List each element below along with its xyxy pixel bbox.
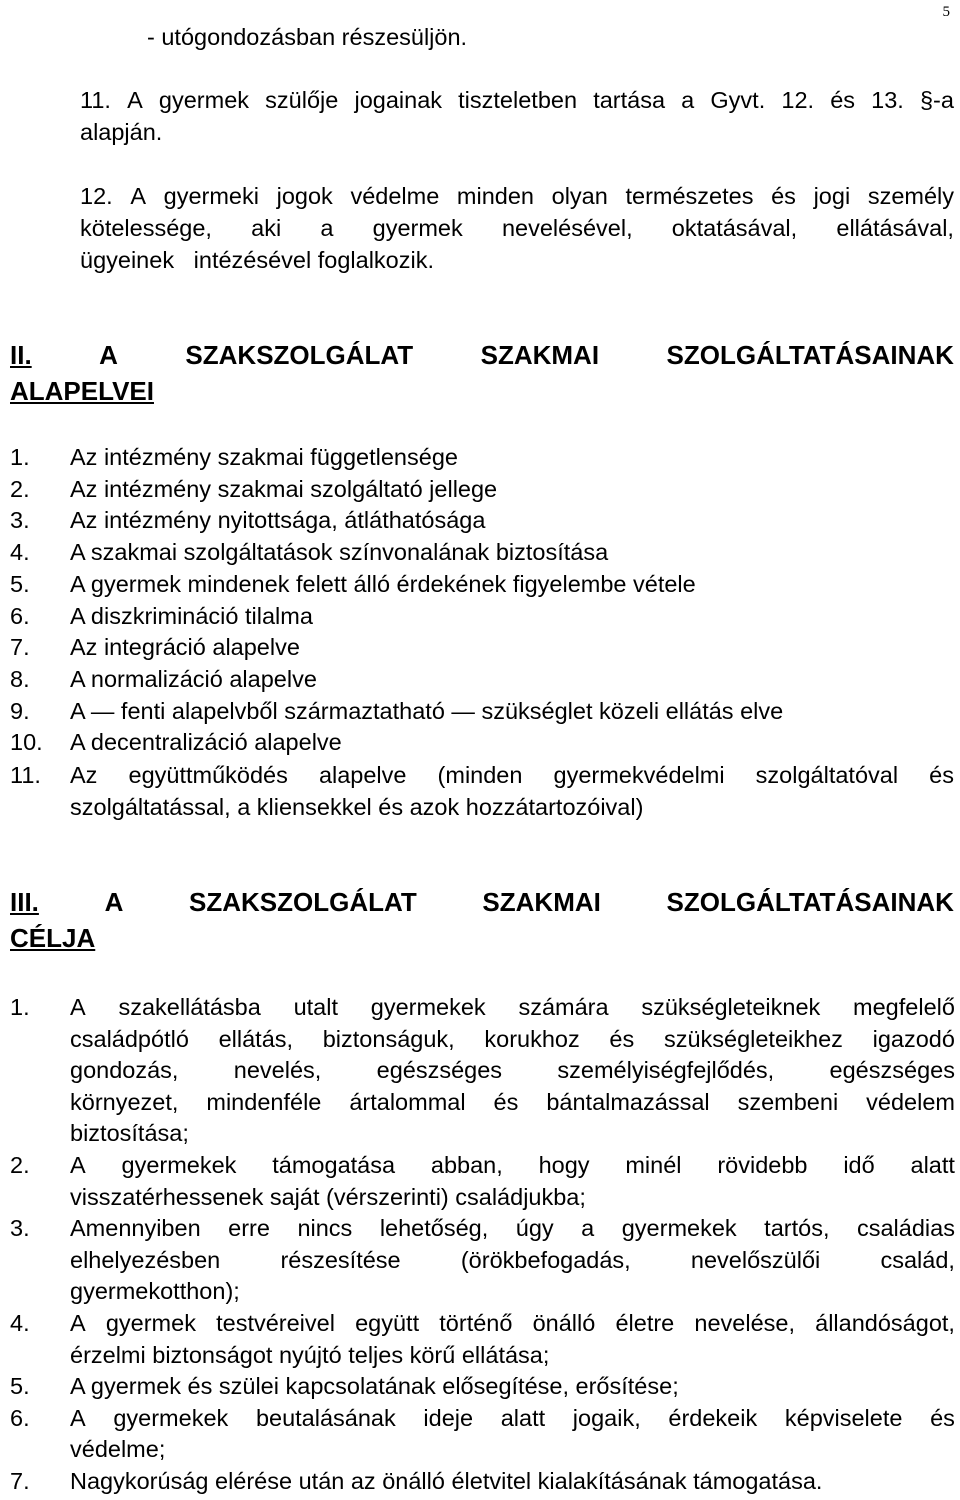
word: gyermek: [372, 215, 463, 241]
intro-continuation-line: - utógondozásban részesüljön.: [147, 24, 468, 50]
word: minél: [625, 1151, 682, 1178]
principle-text: A diszkrimináció tilalma: [70, 602, 313, 629]
word: életre: [615, 1309, 675, 1336]
word: elhelyezésben: [70, 1246, 221, 1273]
word: nevelésével,: [501, 215, 633, 241]
word: alatt: [500, 1404, 546, 1431]
word: szakellátásba: [118, 994, 261, 1020]
goal-line: [70, 992, 955, 1024]
principle-11-line-2: szolgáltatással, a kliensekkel és azok hozzátartozóival): [70, 794, 644, 820]
word: gyermek: [158, 87, 250, 113]
word: a: [581, 1215, 595, 1242]
word: jogainak: [354, 87, 443, 113]
goal-line: [70, 1213, 955, 1245]
goal-item: [10, 1213, 955, 1308]
goal-number: 6.: [10, 1404, 30, 1431]
principle-number: 3.: [10, 507, 30, 534]
word: Az: [70, 762, 98, 788]
word: lehetőség,: [379, 1215, 489, 1242]
principle-item: [10, 442, 783, 474]
word: és: [771, 183, 796, 209]
word: tartása: [593, 87, 666, 113]
goal-text: [70, 992, 955, 1150]
goal-line: [70, 1055, 955, 1087]
word: (minden: [437, 762, 523, 788]
goal-last-line: védelme;: [70, 1436, 166, 1463]
word: védelme: [350, 183, 440, 209]
word: (örökbefogadás,: [460, 1246, 631, 1273]
heading-word: III.: [10, 887, 39, 917]
word: ártalommal: [349, 1088, 466, 1115]
principle-item: [10, 727, 783, 759]
word: egészséges: [829, 1057, 955, 1084]
heading-word: SZAKMAI: [482, 887, 601, 917]
goal-line: [70, 1245, 955, 1277]
goal-last-line: gyermekotthon);: [70, 1278, 240, 1305]
goal-item: [10, 992, 955, 1150]
word: személyiségfejlődés,: [557, 1057, 775, 1084]
goal-number: 5.: [10, 1373, 30, 1400]
word: képviselete: [784, 1404, 903, 1431]
word: gyermekek: [370, 994, 486, 1020]
word: A: [70, 1151, 86, 1178]
word: korukhoz: [484, 1025, 580, 1052]
word: alapelve: [318, 762, 407, 788]
principle-item: [10, 505, 783, 537]
heading-word: SZOLGÁLTATÁSAINAK: [666, 887, 954, 917]
word: megfelelő: [853, 994, 955, 1020]
intro-item-12-line-1: [80, 180, 954, 212]
word: szembeni: [737, 1088, 839, 1115]
goal-text: [70, 1371, 955, 1403]
word: szolgáltatóval: [755, 762, 899, 788]
principle-item: [10, 601, 783, 633]
word: gyermekek: [621, 1215, 737, 1242]
word: számára: [518, 994, 609, 1020]
principle-11-line-1: [70, 759, 954, 791]
word: igazodó: [872, 1025, 955, 1052]
word: családpótló: [70, 1025, 189, 1052]
word: A: [127, 87, 143, 113]
principle-text: Az intézmény nyitottsága, átláthatósága: [70, 507, 486, 534]
principle-number: 6.: [10, 602, 30, 629]
word: támogatása: [272, 1151, 396, 1178]
word: A: [70, 1309, 86, 1336]
principle-number: 8.: [10, 665, 30, 692]
goal-last-line: visszatérhessenek saját (vérszerinti) családjukba;: [70, 1183, 586, 1210]
intro-item-11-line-2: alapján.: [80, 119, 163, 145]
word: nevelőszülői: [690, 1246, 821, 1273]
word: A: [130, 183, 146, 209]
word: gyermekvédelmi: [553, 762, 725, 788]
word: környezet,: [70, 1088, 179, 1115]
word: nevelése,: [694, 1309, 795, 1336]
principle-text: A szakmai szolgáltatások színvonalának biztosítása: [70, 539, 609, 566]
section-2-heading: [10, 337, 954, 409]
word: és: [830, 87, 856, 113]
word: jogi: [813, 183, 851, 209]
word: utalt: [293, 994, 338, 1020]
goal-line: [70, 1087, 955, 1119]
heading-word: SZAKSZOLGÁLAT: [185, 340, 414, 370]
word: 12.: [80, 183, 113, 209]
word: részesítése: [280, 1246, 401, 1273]
word: kötelessége,: [80, 215, 212, 241]
goal-text: [70, 1403, 955, 1466]
goal-line: [70, 1403, 955, 1435]
word: tartós,: [764, 1215, 830, 1242]
section-3-heading-tail: CÉLJA: [10, 923, 96, 953]
word: együtt: [355, 1309, 420, 1336]
goals-list: [10, 992, 955, 1498]
goal-number: 7.: [10, 1467, 30, 1494]
word: abban,: [430, 1151, 503, 1178]
word: gyermekek: [121, 1151, 237, 1178]
goal-item: [10, 1403, 955, 1466]
goal-item: [10, 1371, 955, 1403]
word: jogaik,: [572, 1404, 641, 1431]
goal-last-line: A gyermek és szülei kapcsolatának elősegítése, erősítése;: [70, 1373, 679, 1400]
principle-number: 1.: [10, 444, 30, 470]
goal-text: [70, 1466, 955, 1498]
principle-text: A gyermek mindenek felett álló érdekének figyelembe vétele: [70, 570, 696, 597]
word: A: [70, 994, 86, 1020]
word: alatt: [910, 1151, 955, 1178]
word: erre: [228, 1215, 270, 1242]
intro-item-12-line-3: ügyeinek intézésével foglalkozik.: [80, 247, 435, 273]
section-3-heading-line-1: [10, 884, 954, 920]
principle-item: [10, 569, 783, 601]
word: úgy: [515, 1215, 554, 1242]
word: egészséges: [376, 1057, 503, 1084]
heading-word: SZOLGÁLTATÁSAINAK: [666, 340, 954, 370]
principle-item: [10, 632, 783, 664]
word: gyermekek: [113, 1404, 229, 1431]
heading-word: A: [99, 340, 118, 370]
word: hogy: [538, 1151, 590, 1178]
word: családias: [856, 1215, 955, 1242]
goal-last-line: biztosítása;: [70, 1120, 189, 1147]
word: beutalásának: [255, 1404, 396, 1431]
goal-item: [10, 1308, 955, 1371]
goal-last-line: Nagykorúság elérése után az önálló életvitel kialakításának támogatása.: [70, 1467, 823, 1494]
principle-number: 5.: [10, 570, 30, 597]
section-3-heading: [10, 884, 954, 956]
word: gyermek: [105, 1309, 196, 1336]
goal-item: [10, 1150, 955, 1213]
principle-number: 10.: [10, 729, 43, 756]
word: érdekeik: [668, 1404, 758, 1431]
goal-number: 1.: [10, 994, 30, 1020]
page-number: 5: [942, 4, 950, 20]
word: ideje: [423, 1404, 474, 1431]
word: ellátásával,: [836, 215, 954, 241]
word: gyermeki: [163, 183, 259, 209]
intro-item-11-line-1: [80, 84, 954, 116]
goal-item: [10, 1466, 955, 1498]
word: olyan: [551, 183, 608, 209]
heading-word: SZAKMAI: [480, 340, 600, 370]
principle-11-number: 11.: [10, 762, 41, 788]
principle-item: [10, 664, 783, 696]
word: szükségleteiknek: [641, 994, 821, 1020]
goal-last-line: érzelmi biztonságot nyújtó teljes körű ellátása;: [70, 1341, 550, 1368]
word: idő: [843, 1151, 875, 1178]
principle-number: 7.: [10, 634, 30, 661]
word: történő: [439, 1309, 513, 1336]
heading-word: A: [104, 887, 124, 917]
heading-word: II.: [10, 340, 32, 370]
word: nevelés,: [233, 1057, 322, 1084]
goal-number: 4.: [10, 1309, 30, 1336]
section-2-heading-line-1: [10, 337, 954, 373]
principle-item: [10, 696, 783, 728]
word: együttműködés: [128, 762, 288, 788]
word: testvéreivel: [216, 1309, 335, 1336]
goal-text: [70, 1308, 955, 1371]
word: személy: [867, 183, 954, 209]
principle-text: A — fenti alapelvből származtatható — szükséglet közeli ellátás elve: [70, 697, 784, 724]
principle-number: 9.: [10, 697, 30, 724]
word: Amennyiben: [70, 1215, 201, 1242]
principle-item: [10, 537, 783, 569]
word: rövidebb: [717, 1151, 808, 1178]
principle-number: 4.: [10, 539, 30, 566]
word: tiszteletben: [458, 87, 578, 113]
principle-text: Az intézmény szakmai függetlensége: [70, 444, 458, 470]
word: minden: [456, 183, 534, 209]
word: aki: [251, 215, 282, 241]
section-2-heading-tail: ALAPELVEI: [10, 376, 154, 406]
principle-item: [10, 474, 783, 506]
word: biztonságuk,: [322, 1025, 455, 1052]
word: a: [681, 87, 695, 113]
word: bántalmazással: [546, 1088, 710, 1115]
word: 13.: [871, 87, 904, 113]
intro-item-12-line-2: [80, 212, 954, 244]
goal-number: 2.: [10, 1151, 30, 1178]
principle-text: A normalizáció alapelve: [70, 665, 317, 692]
word: A: [70, 1404, 86, 1431]
goal-text: [70, 1150, 955, 1213]
word: jogok: [276, 183, 333, 209]
word: és: [609, 1025, 635, 1052]
goal-line: [70, 1024, 955, 1056]
word: és: [930, 1404, 955, 1431]
word: §-a: [919, 87, 954, 113]
word: a: [320, 215, 334, 241]
word: 11.: [80, 87, 111, 113]
word: ellátás,: [218, 1025, 294, 1052]
goal-number: 3.: [10, 1215, 30, 1242]
word: és: [929, 762, 954, 788]
word: család,: [880, 1246, 955, 1273]
word: nincs: [297, 1215, 353, 1242]
word: gondozás,: [70, 1057, 179, 1084]
word: oktatásával,: [671, 215, 798, 241]
word: Gyvt.: [710, 87, 766, 113]
word: szükségleteikhez: [663, 1025, 843, 1052]
principle-text: Az intézmény szakmai szolgáltató jellege: [70, 475, 498, 502]
word: és: [493, 1088, 519, 1115]
word: önálló: [532, 1309, 596, 1336]
word: védelem: [866, 1088, 955, 1115]
word: mindenféle: [206, 1088, 322, 1115]
principle-number: 2.: [10, 475, 30, 502]
goal-text: [70, 1213, 955, 1308]
goal-line: [70, 1308, 955, 1340]
word: szülője: [265, 87, 339, 113]
word: 12.: [781, 87, 815, 113]
principle-text: Az integráció alapelve: [70, 634, 300, 661]
principle-text: A decentralizáció alapelve: [70, 729, 342, 756]
goal-line: [70, 1150, 955, 1182]
principles-list: [10, 442, 783, 759]
word: természetes: [625, 183, 754, 209]
heading-word: SZAKSZOLGÁLAT: [189, 887, 417, 917]
word: állandóságot,: [815, 1309, 955, 1336]
